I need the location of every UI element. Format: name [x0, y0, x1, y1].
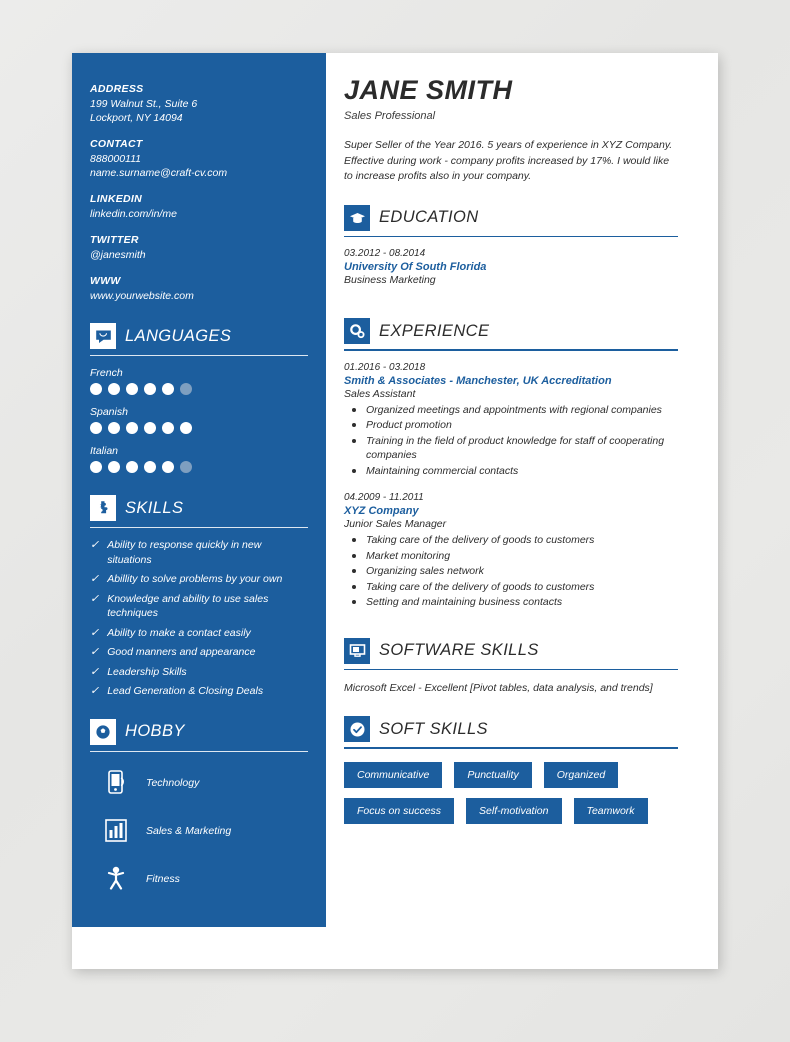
entry-date: 01.2016 - 03.2018 [344, 361, 426, 373]
section-rule-software-skills [344, 669, 678, 671]
bullet-item: Market monitoring [344, 549, 678, 564]
speech-bubble-icon [90, 323, 116, 349]
entry-bullets [344, 533, 678, 610]
rating-dot [126, 461, 138, 473]
languages-list [72, 367, 326, 473]
entry-organization: XYZ Company [344, 505, 419, 517]
check-icon: ✓ [90, 646, 100, 658]
skill-item [90, 592, 308, 621]
graduation-cap-icon [344, 205, 370, 231]
check-circle-icon [344, 716, 370, 742]
contact-label-twitter: TWITTER [90, 234, 139, 246]
contact-label-contact: CONTACT [90, 138, 143, 150]
hobby-label: Technology [146, 776, 200, 789]
check-icon: ✓ [90, 665, 100, 678]
section-header-soft-skills [344, 716, 678, 742]
contact-label-linkedin: LINKEDIN [90, 193, 142, 205]
summary-text: Super Seller of the Year 2016. 5 years of experience in XYZ Company. Effective during work - company profits increased by 17%. I would like to increase profits also in your company. [344, 139, 673, 182]
skill-label: Leadership Skills [107, 665, 187, 678]
rating-dot [144, 461, 156, 473]
rating-dot-empty [180, 461, 192, 473]
check-icon: ✓ [90, 626, 100, 639]
section-header-languages [72, 323, 326, 349]
language-rating [90, 461, 326, 473]
language-rating [90, 383, 326, 395]
soft-skill-tags [344, 762, 674, 824]
rating-dot [144, 422, 156, 434]
resume-document [72, 53, 718, 969]
bullet-item: Product promotion [344, 418, 678, 433]
bullet-item: Organized meetings and appointments with regional companies [344, 403, 678, 418]
contact-twitter[interactable]: @janesmith [90, 249, 146, 261]
soft-skill-tag: Organized [544, 762, 618, 788]
skill-label: Ability to response quickly in new situations [107, 539, 262, 566]
contact-phone: 888000111 [90, 153, 141, 165]
skill-item [90, 665, 308, 680]
monitor-icon [344, 638, 370, 664]
language-name: Italian [90, 445, 119, 457]
rating-dot [90, 422, 102, 434]
contact-block [72, 53, 326, 303]
skill-label: Good manners and appearance [107, 646, 256, 658]
section-header-software-skills [344, 638, 678, 664]
bullet-item: Training in the field of product knowledge for staff of cooperating companies [344, 434, 678, 463]
entry-date: 04.2009 - 11.2011 [344, 492, 424, 503]
puzzle-icon [90, 495, 116, 521]
resume-main [326, 53, 718, 969]
bullet-item: Taking care of the delivery of goods to customers [344, 580, 678, 595]
bullet-item: Setting and maintaining business contacts [344, 595, 678, 610]
contact-email[interactable]: name.surname@craft-cv.com [90, 167, 228, 179]
check-icon: ✓ [90, 539, 100, 551]
hobby-item [102, 768, 326, 798]
contact-linkedin[interactable]: linkedin.com/in/me [90, 208, 177, 220]
soft-skill-tag: Punctuality [454, 762, 531, 788]
rating-dot [108, 383, 120, 395]
soft-skill-tag: Self-motivation [466, 798, 561, 824]
entry-role: Business Marketing [344, 274, 436, 286]
bullet-item: Maintaining commercial contacts [344, 464, 678, 479]
rating-dot [144, 383, 156, 395]
skill-label: Abillity to solve problems by your own [107, 573, 283, 585]
rating-dot [162, 461, 174, 473]
contact-address-line2: Lockport, NY 14094 [90, 112, 183, 124]
soccer-ball-icon [90, 719, 116, 745]
skill-item [90, 645, 308, 660]
bullet-item: Taking care of the delivery of goods to customers [344, 533, 678, 548]
smartphone-icon [102, 768, 130, 798]
skill-item [90, 684, 308, 699]
hobby-list [72, 768, 326, 894]
gears-icon [344, 318, 370, 344]
soft-skill-tag: Teamwork [574, 798, 648, 824]
bullet-item: Organizing sales network [344, 564, 678, 579]
section-header-hobby [72, 719, 326, 745]
hobby-item [102, 864, 326, 894]
skill-label: Knowledge and ability to use sales techniques [107, 592, 269, 619]
rating-dot [162, 383, 174, 395]
rating-dot [162, 422, 174, 434]
hobby-label: Sales & Marketing [146, 824, 232, 837]
section-rule-hobby [90, 751, 308, 752]
contact-label-address: ADDRESS [90, 83, 144, 95]
experience-entry [344, 492, 678, 610]
skill-label: Ability to make a contact easily [107, 626, 251, 639]
rating-dot [126, 422, 138, 434]
entry-date: 03.2012 - 08.2014 [344, 248, 426, 259]
section-header-skills [72, 495, 326, 521]
skill-item [90, 538, 308, 567]
rating-dot-empty [180, 383, 192, 395]
skill-label: Lead Generation & Closing Deals [107, 685, 264, 697]
section-rule-languages [90, 355, 308, 356]
education-entry [344, 248, 678, 286]
language-name: Spanish [90, 406, 128, 418]
rating-dot [126, 383, 138, 395]
entry-bullets [344, 403, 678, 479]
contact-address-line1: 199 Walnut St., Suite 6 [90, 98, 198, 110]
section-header-experience [344, 318, 678, 344]
hobby-label: Fitness [146, 872, 180, 885]
section-title-experience: EXPERIENCE [379, 321, 490, 340]
experience-entry [344, 362, 678, 479]
section-title-skills: SKILLS [125, 498, 184, 517]
section-title-languages: LANGUAGES [125, 326, 232, 345]
exercise-icon [102, 864, 130, 894]
section-rule-education [344, 236, 678, 238]
software-skills-line: Microsoft Excel - Excellent [Pivot tables, data analysis, and trends] [344, 682, 653, 694]
section-rule-experience [344, 349, 678, 351]
section-title-soft-skills: SOFT SKILLS [379, 719, 488, 738]
entry-organization: University Of South Florida [344, 261, 487, 273]
section-header-education [344, 205, 678, 231]
rating-dot [90, 461, 102, 473]
section-title-software-skills: SOFTWARE SKILLS [379, 641, 539, 659]
rating-dot [108, 422, 120, 434]
soft-skill-tag: Communicative [344, 762, 442, 788]
soft-skill-tag: Focus on success [344, 798, 454, 824]
rating-dot [90, 383, 102, 395]
entry-role: Junior Sales Manager [344, 518, 447, 530]
section-title-education: EDUCATION [379, 208, 479, 226]
skill-item [90, 626, 308, 641]
bar-chart-icon [102, 816, 130, 846]
section-title-hobby: HOBBY [125, 722, 185, 740]
check-icon: ✓ [90, 685, 100, 697]
language-name: French [90, 367, 123, 379]
section-rule-soft-skills [344, 747, 678, 749]
skill-item [90, 572, 308, 587]
resume-sidebar [72, 53, 326, 927]
hobby-item [102, 816, 326, 846]
check-icon: ✓ [90, 573, 100, 585]
job-title: Sales Professional [344, 110, 436, 122]
check-icon: ✓ [90, 592, 100, 605]
page-title: JANE SMITH [344, 75, 513, 105]
skills-list [90, 538, 308, 699]
rating-dot [108, 461, 120, 473]
rating-dot [180, 422, 192, 434]
language-rating [90, 422, 326, 434]
entry-organization: Smith & Associates - Manchester, UK Accreditation [344, 374, 612, 387]
section-rule-skills [90, 527, 308, 528]
entry-role: Sales Assistant [344, 387, 416, 400]
contact-website[interactable]: www.yourwebsite.com [90, 290, 194, 302]
contact-label-www: WWW [90, 275, 121, 287]
